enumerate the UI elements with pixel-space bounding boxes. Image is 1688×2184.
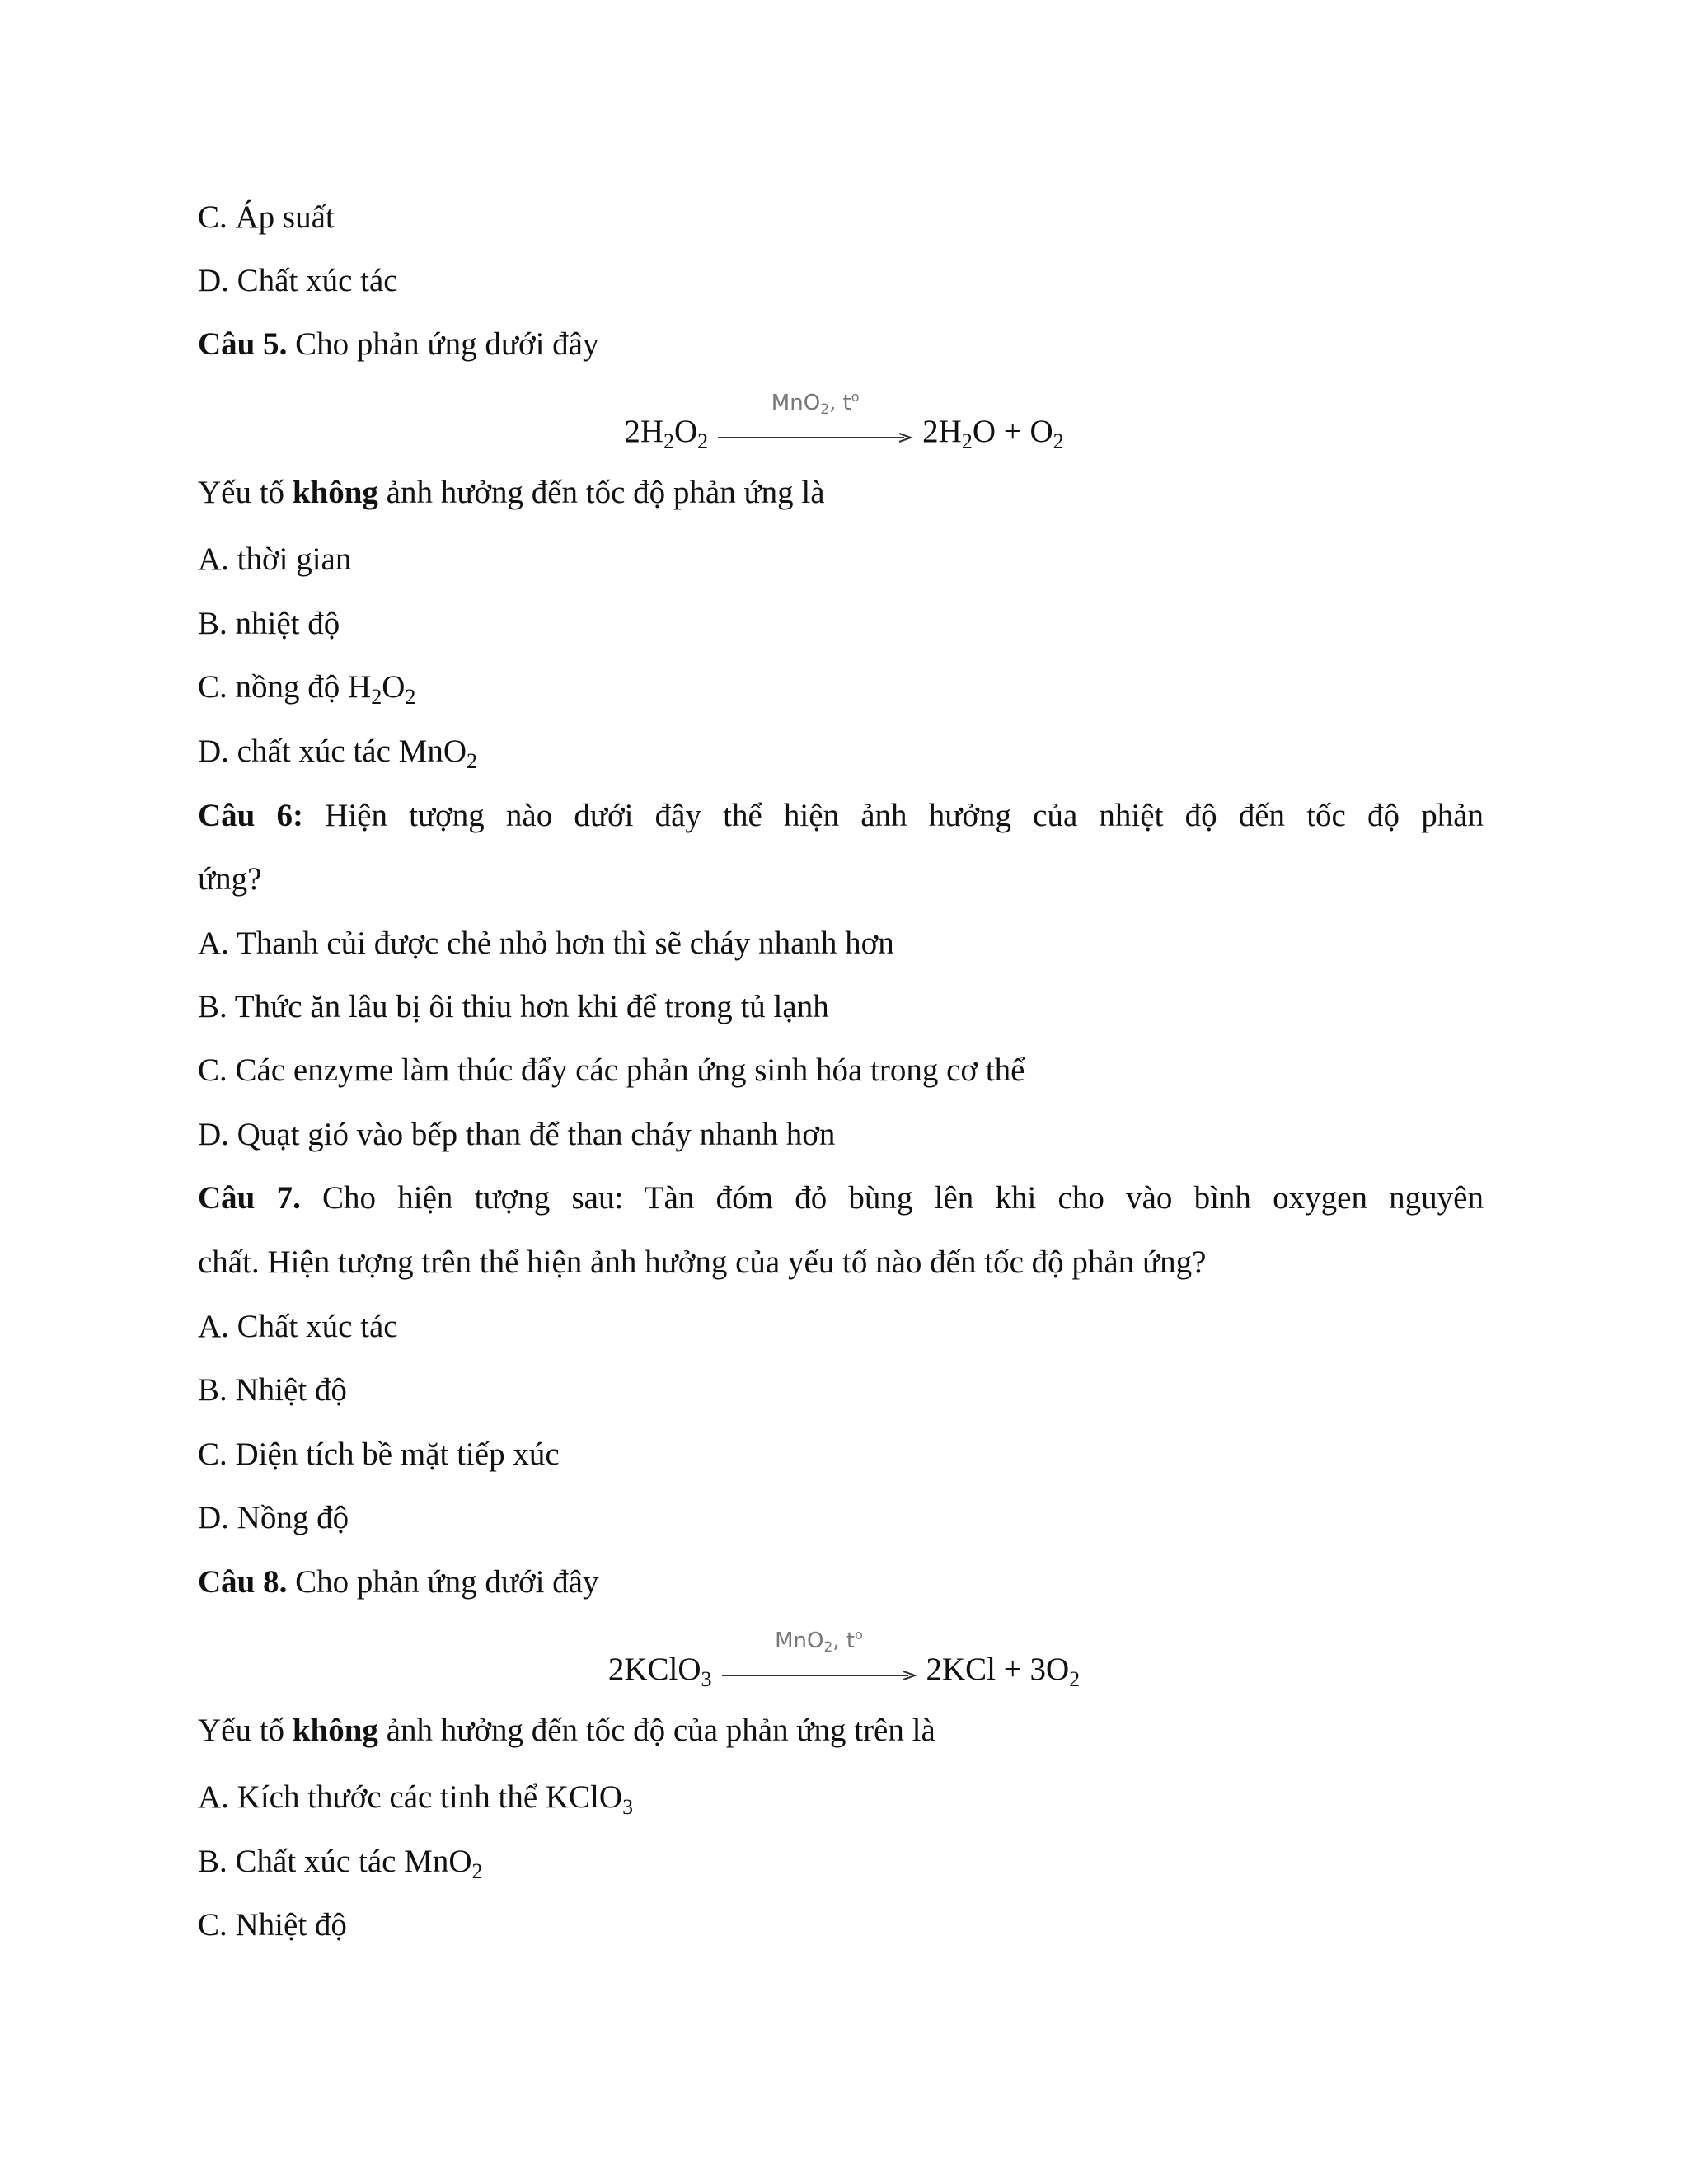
question-6-line-1: Câu 6: Hiện tượng nào dưới đây thể hiện ảnh hưởng của nhiệt độ đến tốc độ phản: [198, 798, 1484, 833]
q5-option-c: C. nồng độ $H_2O_2$: [198, 669, 416, 709]
q8-option-b: B. Chất xúc tác MnO$_2$: [198, 1844, 483, 1883]
q8-option-c: C. Nhiệt độ: [198, 1907, 347, 1943]
q8-option-a: A. Kích thước các tinh thể KClO$_3$: [198, 1779, 634, 1819]
q6-option-d: D. Quạt gió vào bếp than để than cháy nhanh hơn: [198, 1117, 836, 1152]
equation-2-product: $2KCl + 3O_2$: [926, 1652, 1081, 1691]
equation-1: [0, 389, 1688, 453]
equation-1-product: $2H_2O + O_2$: [922, 414, 1064, 453]
reaction-arrow-icon: [716, 432, 914, 443]
option-c-pressure: C. Áp suất: [198, 199, 335, 235]
q6-option-b: B. Thức ăn lâu bị ôi thiu hơn khi để trong tủ lạnh: [198, 989, 829, 1024]
q7-option-a: A. Chất xúc tác: [198, 1309, 398, 1344]
equation-2: [0, 1627, 1688, 1691]
equation-2-condition: MnO$_2$, $t^o$: [775, 1627, 863, 1656]
equation-2-arrow: [720, 1627, 918, 1690]
q7-option-b: B. Nhiệt độ: [198, 1372, 347, 1408]
question-5-text: Cho phản ứng dưới đây: [287, 326, 599, 362]
q7-option-c: C. Diện tích bề mặt tiếp xúc: [198, 1436, 560, 1472]
equation-1-arrow: [716, 389, 914, 452]
equation-2-reactant: 2KClO$_3$: [607, 1652, 712, 1691]
q5-option-a: A. thời gian: [198, 541, 352, 577]
question-8-heading: Câu 8. Cho phản ứng dưới đây: [198, 1564, 599, 1600]
question-6-line-2: ứng?: [198, 861, 262, 897]
q5-option-b: B. nhiệt độ: [198, 606, 340, 641]
option-d-catalyst: D. Chất xúc tác: [198, 263, 398, 298]
q6-option-a: A. Thanh củi được chẻ nhỏ hơn thì sẽ cháy nhanh hơn: [198, 926, 894, 961]
equation-1-reactant: $2H_2O_2$: [624, 414, 709, 453]
question-6-label: Câu 6:: [198, 798, 304, 833]
q5-option-d: D. chất xúc tác MnO$_2$: [198, 733, 477, 773]
question-7-label: Câu 7.: [198, 1180, 301, 1216]
reaction-arrow-icon: [720, 1670, 918, 1681]
equation-1-condition: MnO$_2$, $t^o$: [771, 389, 860, 418]
question-5-heading: [198, 325, 598, 364]
question-5-label: Câu 5.: [198, 326, 288, 362]
question-8-prompt: Yếu tố không ảnh hưởng đến tốc độ của phản ứng trên là: [198, 1713, 935, 1748]
question-7-line-2: chất. Hiện tượng trên thể hiện ảnh hưởng của yếu tố nào đến tốc độ phản ứng?: [198, 1244, 1207, 1280]
question-7-line-1: Câu 7. Cho hiện tượng sau: Tàn đóm đỏ bùng lên khi cho vào bình oxygen nguyên: [198, 1180, 1484, 1216]
q7-option-d: D. Nồng độ: [198, 1500, 349, 1535]
question-8-label: Câu 8.: [198, 1564, 288, 1600]
q6-option-c: C. Các enzyme làm thúc đẩy các phản ứng sinh hóa trong cơ thể: [198, 1052, 1025, 1088]
question-5-prompt: Yếu tố không ảnh hưởng đến tốc độ phản ứng là: [198, 475, 825, 510]
